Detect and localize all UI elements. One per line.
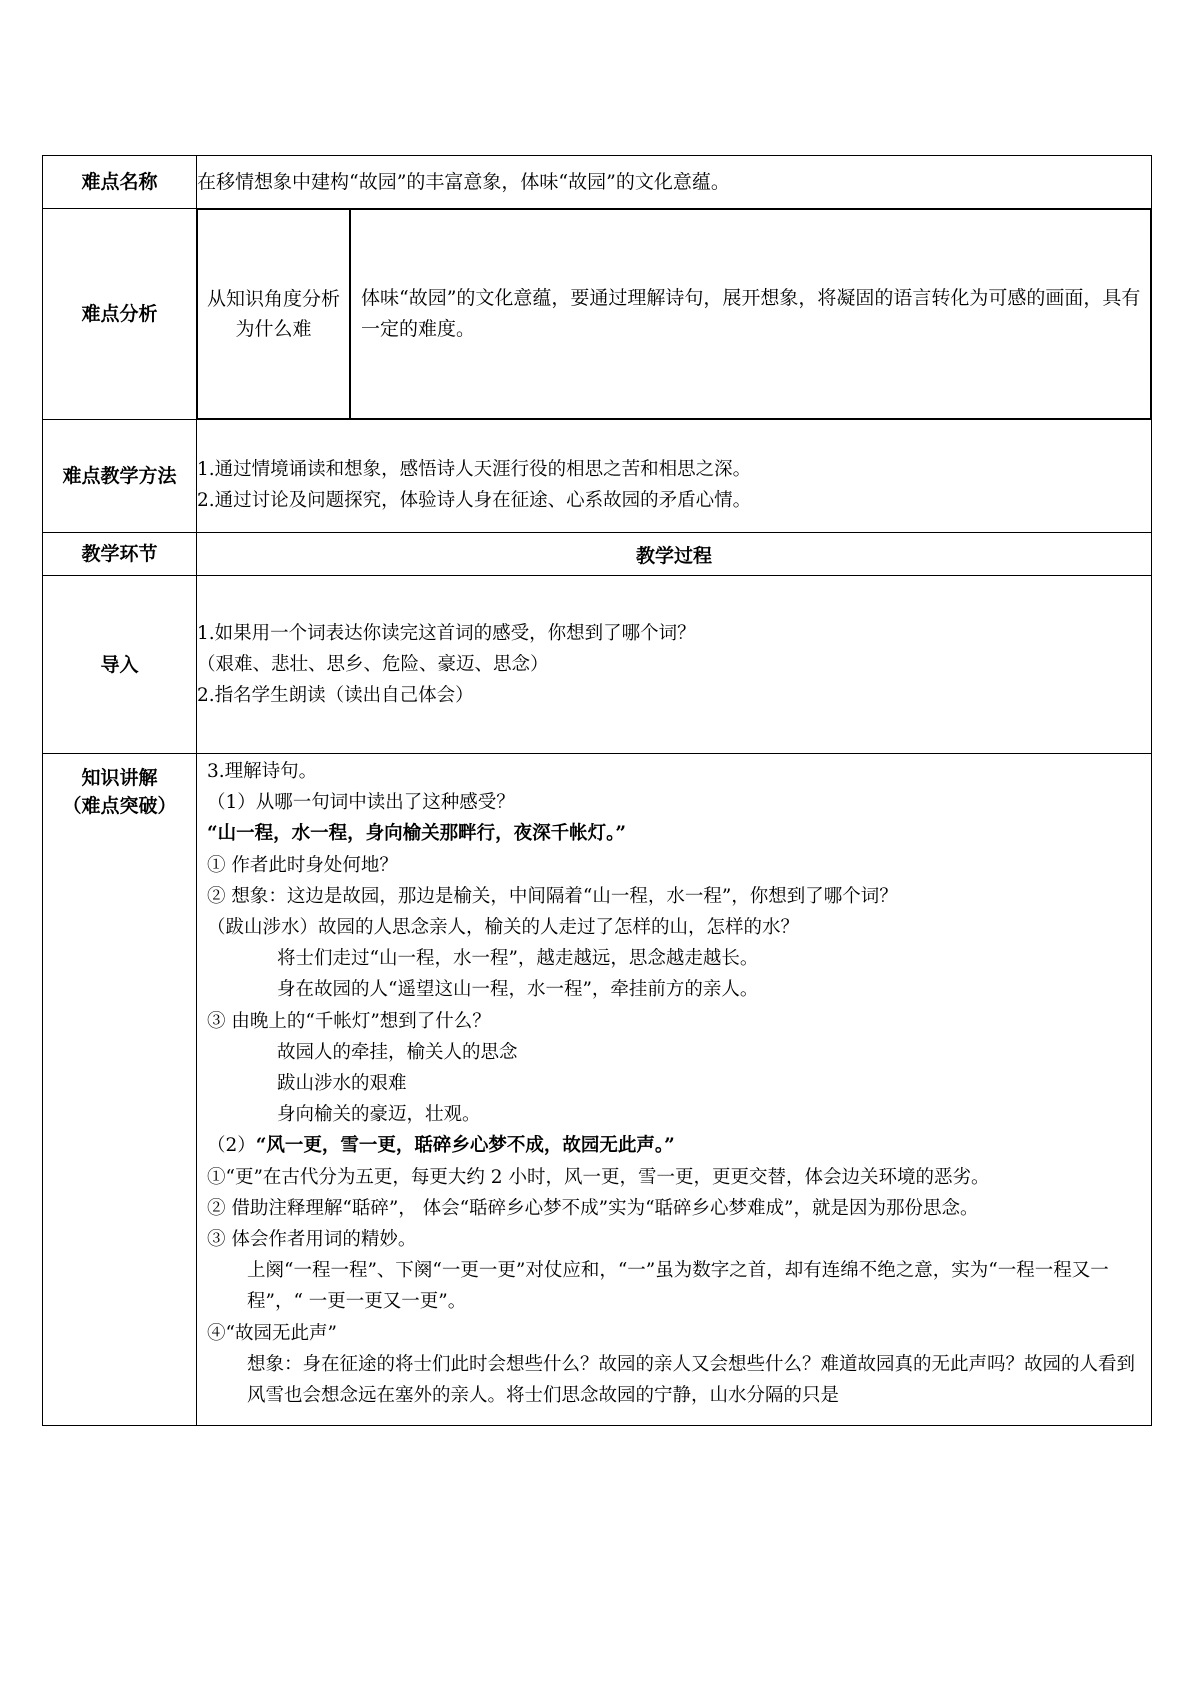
method-item-1: 1.通过情境诵读和想象，感悟诗人天涯行役的相思之苦和相思之深。 xyxy=(197,458,752,480)
section-header-content: 教学过程 xyxy=(197,533,1152,576)
difficulty-analysis-row xyxy=(43,209,1152,420)
knowledge-line: ①“更”在古代分为五更，每更大约 2 小时，风一更，雪一更，更更交替，体会边关环境的恶劣。 xyxy=(207,1166,990,1188)
teaching-method-label: 难点教学方法 xyxy=(43,420,197,533)
introduction-label: 导入 xyxy=(43,576,197,754)
knowledge-line: 故园人的牵挂，榆关人的思念 xyxy=(277,1041,518,1063)
knowledge-label-line2: （难点突破） xyxy=(62,795,177,817)
knowledge-line: 想象：身在征途的将士们此时会想些什么？故园的亲人又会想些什么？难道故园真的无此声吗？故园的人看到风雪也会想念远在塞外的亲人。将士们思念故园的宁静，山水分隔的只是 xyxy=(247,1353,1136,1407)
analysis-sub-label: 从知识角度分析为什么难 xyxy=(198,210,351,419)
knowledge-line: ① 作者此时身处何地？ xyxy=(207,854,398,876)
knowledge-content xyxy=(197,754,1152,1426)
knowledge-line: 上阕“一程一程”、下阕“一更一更”对仗应和，“一”虽为数字之首，却有连绵不绝之意，实为“一程一程又一程”，“ 一更一更又一更”。 xyxy=(247,1260,1109,1313)
knowledge-line: ② 想象：这边是故园，那边是榆关，中间隔着“山一程，水一程”，你想到了哪个词？ xyxy=(207,885,898,907)
knowledge-row xyxy=(43,754,1152,1426)
intro-line-2: （艰难、悲壮、思乡、危险、豪迈、思念） xyxy=(197,653,549,675)
poem-line-2-number: （2） xyxy=(207,1135,256,1157)
knowledge-line: （跋山涉水）故园的人思念亲人，榆关的人走过了怎样的山，怎样的水？ xyxy=(207,917,800,939)
poem-line-2-wrapper xyxy=(207,1130,1143,1161)
knowledge-label-line1: 知识讲解 xyxy=(81,767,158,789)
difficulty-name-row xyxy=(43,156,1152,209)
knowledge-line: 身在故园的人“遥望这山一程，水一程”，牵挂前方的亲人。 xyxy=(277,979,759,1001)
knowledge-line: 跋山涉水的艰难 xyxy=(277,1073,407,1095)
method-item-2: 2.通过讨论及问题探究，体验诗人身在征途、心系故园的矛盾心情。 xyxy=(197,490,752,511)
knowledge-line: ③ 体会作者用词的精妙。 xyxy=(207,1229,417,1251)
knowledge-line: （1）从哪一句词中读出了这种感受？ xyxy=(207,792,515,814)
intro-line-1: 1.如果用一个词表达你读完这首词的感受，你想到了哪个词？ xyxy=(197,622,696,644)
difficulty-analysis-cell xyxy=(197,209,1152,420)
section-header-row xyxy=(43,533,1152,576)
poem-line-2: “风一更，雪一更，聒碎乡心梦不成，故园无此声。” xyxy=(255,1135,675,1157)
knowledge-label xyxy=(43,754,197,1426)
analysis-content: 体味“故园”的文化意蕴，要通过理解诗句，展开想象，将凝固的语言转化为可感的画面，具有一定的难度。 xyxy=(350,210,1151,419)
teaching-method-row xyxy=(43,420,1152,533)
lesson-plan-table xyxy=(42,155,1152,1426)
difficulty-name-content: 在移情想象中建构“故园”的丰富意象，体味“故园”的文化意蕴。 xyxy=(197,156,1152,209)
knowledge-line: ③ 由晚上的“千帐灯”想到了什么？ xyxy=(207,1010,491,1032)
intro-line-3: 2.指名学生朗读（读出自己体会） xyxy=(197,685,474,707)
teaching-method-content xyxy=(197,420,1152,533)
difficulty-analysis-label: 难点分析 xyxy=(43,209,197,420)
difficulty-name-label: 难点名称 xyxy=(43,156,197,209)
knowledge-line: ② 借助注释理解“聒碎”， 体会“聒碎乡心梦不成”实为“聒碎乡心梦难成”，就是因为那份思念。 xyxy=(207,1197,979,1219)
section-header-label: 教学环节 xyxy=(43,533,197,576)
knowledge-line: 将士们走过“山一程，水一程”，越走越远，思念越走越长。 xyxy=(277,948,759,970)
knowledge-line: 身向榆关的豪迈，壮观。 xyxy=(277,1104,481,1126)
analysis-inner-table xyxy=(197,209,1151,419)
introduction-row xyxy=(43,576,1152,754)
introduction-content xyxy=(197,576,1152,754)
knowledge-line: ④“故园无此声” xyxy=(207,1322,337,1344)
knowledge-line: 3.理解诗句。 xyxy=(207,761,318,782)
poem-line-1: “山一程，水一程，身向榆关那畔行，夜深千帐灯。” xyxy=(207,823,627,845)
